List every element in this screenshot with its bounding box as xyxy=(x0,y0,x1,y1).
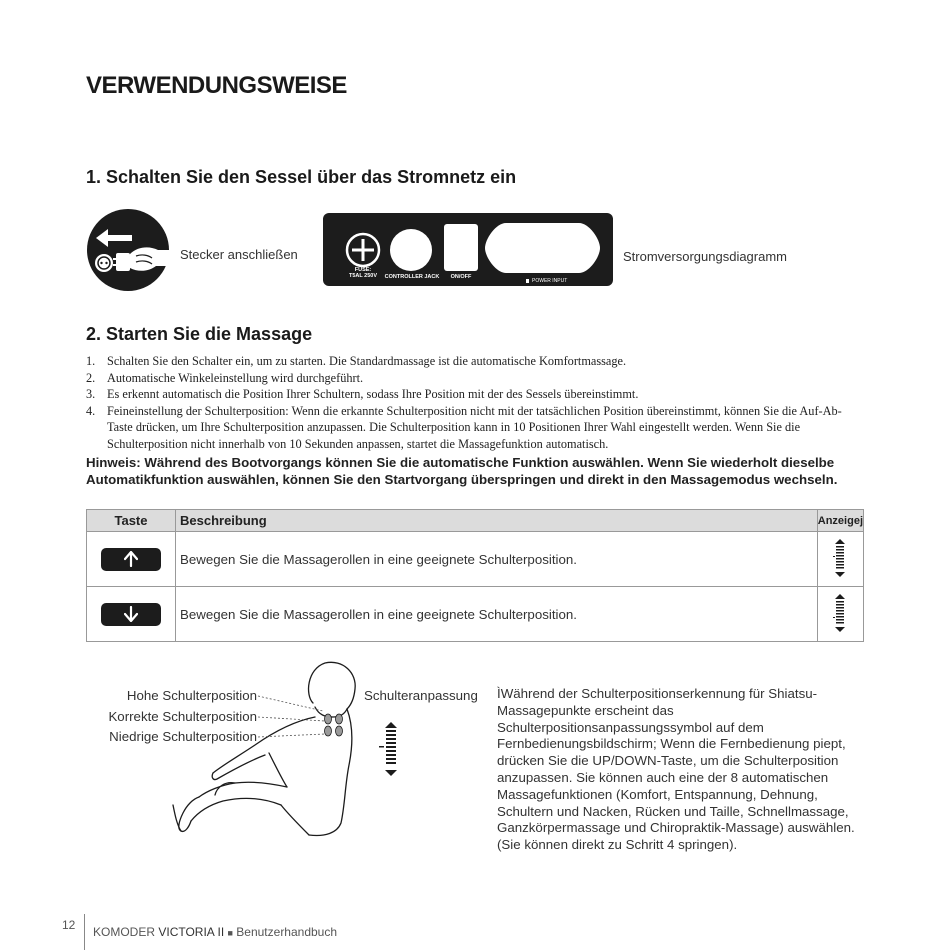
page-number: 12 xyxy=(62,918,76,932)
controller-jack-label: CONTROLLER JACK xyxy=(384,274,440,280)
level-indicator-icon xyxy=(833,539,847,577)
plug-illustration xyxy=(86,208,170,292)
row-description: Bewegen Sie die Massagerollen in eine geeignete Schulterposition. xyxy=(176,587,818,642)
footer-divider xyxy=(84,914,85,950)
table-row xyxy=(87,532,864,587)
section2-heading: 2. Starten Sie die Massage xyxy=(86,324,313,344)
label-high-shoulder: Hohe Schulterposition xyxy=(126,688,257,703)
steps-list xyxy=(86,353,866,452)
header-button: Taste xyxy=(87,510,176,532)
header-description: Beschreibung xyxy=(176,510,818,532)
header-display: Anzeigej xyxy=(817,510,863,532)
shoulder-adjust-icon xyxy=(378,722,400,776)
button-table xyxy=(86,509,864,642)
label-correct-shoulder: Korrekte Schulterposition xyxy=(108,709,257,724)
arrow-up-icon xyxy=(124,551,138,567)
list-item: 4. Feineinstellung der Schulterposition: Wenn die erkannte Schulterposition nicht mit der tatsächlichen Position übereinstimmt, können Sie die Auf-Ab-Taste drücken, um Ihre Schulterposition anzupassen. Die Schulterposition kann in 10 Positionen Ihrer Wahl eingestellt werden. Wenn Sie die Schulterposition nicht innerhalb von 10 Sekunden anpassen, startet die Massagefunktion automatisch. xyxy=(86,403,842,451)
list-item: 2. Automatische Winkeleinstellung wird durchgeführt. xyxy=(86,370,364,385)
arrow-down-icon xyxy=(124,606,138,622)
diagram-label: Stromversorgungsdiagramm xyxy=(623,249,788,264)
footer-brand: KOMODER xyxy=(93,925,156,939)
row-description: Bewegen Sie die Massagerollen in eine geeignete Schulterposition. xyxy=(176,532,818,587)
label-shoulder-adjust: Schulteranpassung xyxy=(364,688,478,703)
table-row xyxy=(87,587,864,642)
up-button[interactable] xyxy=(101,548,161,571)
fuse-label: FUSE: xyxy=(354,267,372,273)
footer-text xyxy=(93,925,337,939)
fuse-rating-label: T5AL 250V xyxy=(348,273,378,279)
down-button[interactable] xyxy=(101,603,161,626)
list-item: 1. Schalten Sie den Schalter ein, um zu starten. Die Standardmassage ist die automatische Komfortmassage. xyxy=(86,354,627,368)
page-title: VERWENDUNGSWEISE xyxy=(86,72,347,99)
footer-separator: ■ xyxy=(227,928,233,938)
level-indicator-icon xyxy=(833,594,847,632)
footer-model: VICTORIA II xyxy=(158,925,225,939)
note: Hinweis: Während des Bootvorgangs können Sie die automatische Funktion auswählen. Wenn Sie wiederholt dieselbe Automatikfunktion auswählen, können Sie den Startvorgang überspringen und direkt in den Massagemodus wechseln. xyxy=(86,455,838,487)
power-panel-diagram xyxy=(323,213,613,286)
label-low-shoulder: Niedrige Schulterposition xyxy=(109,729,257,744)
plug-label: Stecker anschließen xyxy=(180,247,298,262)
footer-manual: Benutzerhandbuch xyxy=(236,925,338,939)
power-input-label: POWER INPUT xyxy=(532,278,568,284)
person-illustration xyxy=(165,655,365,845)
shoulder-paragraph: ÌWährend der Schulterpositionserkennung für Shiatsu-Massagepunkte erscheint das Schulterpositionsanpassungssymbol auf dem Fernbedienungsbildschirm; Wenn die Fernbedienung piept, drücken Sie die UP/DOWN-Taste, um die Schulterposition anzupassen. Sie können auch eine der 8 automatischen Massagefunktionen (Komfort, Entspannung, Dehnung, Schultern und Nacken, Rücken und Taille, Schnellmassage, Ganzkörpermassage und Chiropraktik-Massage) auswählen. (Sie können direkt zu Schritt 4 springen). xyxy=(497,686,855,853)
on-off-label: ON/OFF xyxy=(450,274,472,280)
section1-heading: 1. Schalten Sie den Sessel über das Stromnetz ein xyxy=(86,167,517,187)
list-item: 3. Es erkennt automatisch die Position Ihrer Schultern, sodass Ihre Position mit der des Sessels übereinstimmt. xyxy=(86,387,639,401)
